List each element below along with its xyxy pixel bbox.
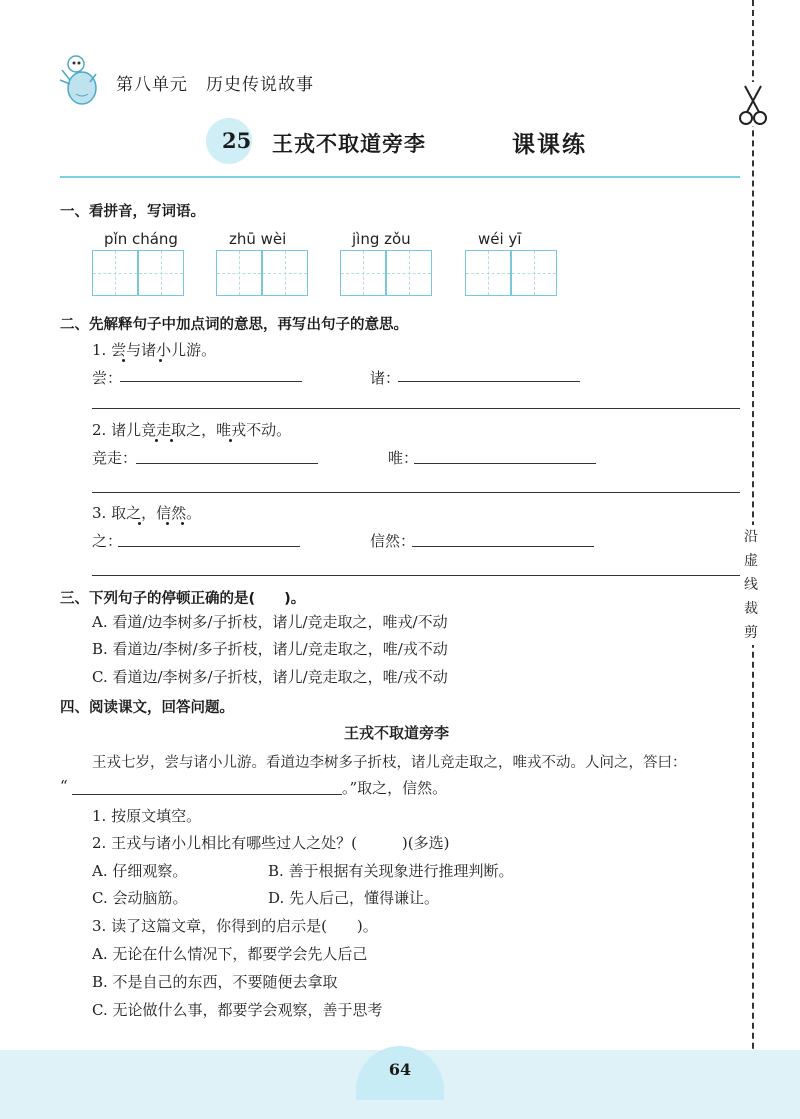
- writing-grid-box[interactable]: [511, 250, 557, 296]
- answer-label: 唯：: [388, 449, 419, 467]
- option-b[interactable]: B. 善于根据有关现象进行推理判断。: [268, 862, 514, 880]
- writing-grid-box[interactable]: [465, 250, 511, 296]
- question-4-3: 3. 读了这篇文章，你得到的启示是( )。: [92, 917, 378, 935]
- lesson-title: 王戎不取道旁李: [272, 131, 426, 156]
- writing-grid-box[interactable]: [340, 250, 386, 296]
- sentence-answer-line[interactable]: [92, 575, 740, 576]
- header-divider: [60, 176, 740, 178]
- option-c[interactable]: C. 看道边/李树多/子折枝，诸儿/竞走取之，唯/戎不动: [92, 668, 448, 686]
- writing-grid-box[interactable]: [386, 250, 432, 296]
- open-quote: “: [60, 777, 68, 795]
- answer-label: 尝：: [92, 369, 123, 387]
- cut-note-char: 剪: [744, 625, 758, 641]
- question-2-1: 1. 尝与诸小儿游。: [92, 341, 217, 359]
- section4-title: 四、阅读课文，回答问题。: [60, 700, 234, 716]
- fill-blank-line[interactable]: [72, 794, 342, 795]
- cut-note-char: 裁: [744, 601, 758, 617]
- emphasis-dot: [159, 359, 162, 362]
- emphasis-dot: [138, 522, 141, 525]
- option-d[interactable]: D. 先人后己，懂得谦让。: [268, 889, 440, 907]
- writing-grid-box[interactable]: [138, 250, 184, 296]
- lesson-number: 25: [222, 128, 252, 153]
- emphasis-dot: [166, 522, 169, 525]
- answer-line[interactable]: [120, 381, 302, 382]
- practice-label: 课课练: [512, 131, 587, 158]
- page-number: 64: [388, 1060, 412, 1079]
- cut-instruction: [736, 525, 766, 645]
- option-a[interactable]: A. 看道/边李树多/子折枝，诸儿/竞走取之，唯戎/不动: [92, 613, 448, 631]
- answer-line[interactable]: [398, 381, 580, 382]
- unit-decoration-icon: [56, 50, 102, 108]
- passage-title: 王戎不取道旁李: [344, 724, 450, 742]
- emphasis-dot: [170, 439, 173, 442]
- answer-line[interactable]: [136, 463, 318, 464]
- section3-title: 三、下列句子的停顿正确的是( )。: [60, 591, 306, 607]
- question-4-1: 1. 按原文填空。: [92, 807, 202, 825]
- answer-line[interactable]: [118, 546, 300, 547]
- pinyin-label: zhū wèi: [229, 230, 287, 248]
- option-a[interactable]: A. 仔细观察。: [92, 862, 188, 880]
- answer-label: 信然：: [370, 532, 416, 550]
- pinyin-label: pǐn cháng: [104, 230, 178, 248]
- scissors-icon: [737, 82, 769, 126]
- section2-title: 二、先解释句子中加点词的意思，再写出句子的意思。: [60, 317, 408, 333]
- passage-end: 。”取之，信然。: [342, 779, 448, 797]
- cut-note-char: 沿: [744, 529, 758, 545]
- writing-grid-box[interactable]: [262, 250, 308, 296]
- emphasis-dot: [181, 522, 184, 525]
- option-c[interactable]: C. 无论做什么事，都要学会观察，善于思考: [92, 1001, 383, 1019]
- passage-text: 王戎七岁，尝与诸小儿游。看道边李树多子折枝，诸儿竞走取之，唯戎不动。人问之，答曰：: [92, 755, 687, 771]
- answer-line[interactable]: [414, 463, 596, 464]
- cut-note-char: 线: [744, 577, 758, 593]
- section1-title: 一、看拼音，写词语。: [60, 204, 205, 220]
- answer-line[interactable]: [412, 546, 594, 547]
- option-c[interactable]: C. 会动脑筋。: [92, 889, 188, 907]
- answer-label: 竞走：: [92, 449, 138, 467]
- unit-label: 第八单元 历史传说故事: [116, 75, 314, 95]
- writing-grid-box[interactable]: [216, 250, 262, 296]
- question-4-2: 2. 王戎与诸小儿相比有哪些过人之处？( )(多选): [92, 834, 450, 852]
- writing-grid-box[interactable]: [92, 250, 138, 296]
- emphasis-dot: [122, 359, 125, 362]
- option-b[interactable]: B. 不是自己的东西，不要随便去拿取: [92, 973, 338, 991]
- answer-label: 诸：: [370, 369, 401, 387]
- sentence-answer-line[interactable]: [92, 492, 740, 493]
- emphasis-dot: [155, 439, 158, 442]
- cut-note-char: 虚: [744, 553, 758, 569]
- option-b[interactable]: B. 看道边/李树/多子折枝，诸儿/竞走取之，唯/戎不动: [92, 640, 448, 658]
- sentence-answer-line[interactable]: [92, 408, 740, 409]
- question-2-3: 3. 取之，信然。: [92, 504, 202, 522]
- pinyin-label: wéi yī: [478, 230, 522, 248]
- option-a[interactable]: A. 无论在什么情况下，都要学会先人后己: [92, 945, 368, 963]
- question-2-2: 2. 诸儿竞走取之，唯戎不动。: [92, 421, 292, 439]
- emphasis-dot: [229, 439, 232, 442]
- pinyin-label: jìng zǒu: [352, 230, 411, 248]
- answer-label: 之：: [92, 532, 123, 550]
